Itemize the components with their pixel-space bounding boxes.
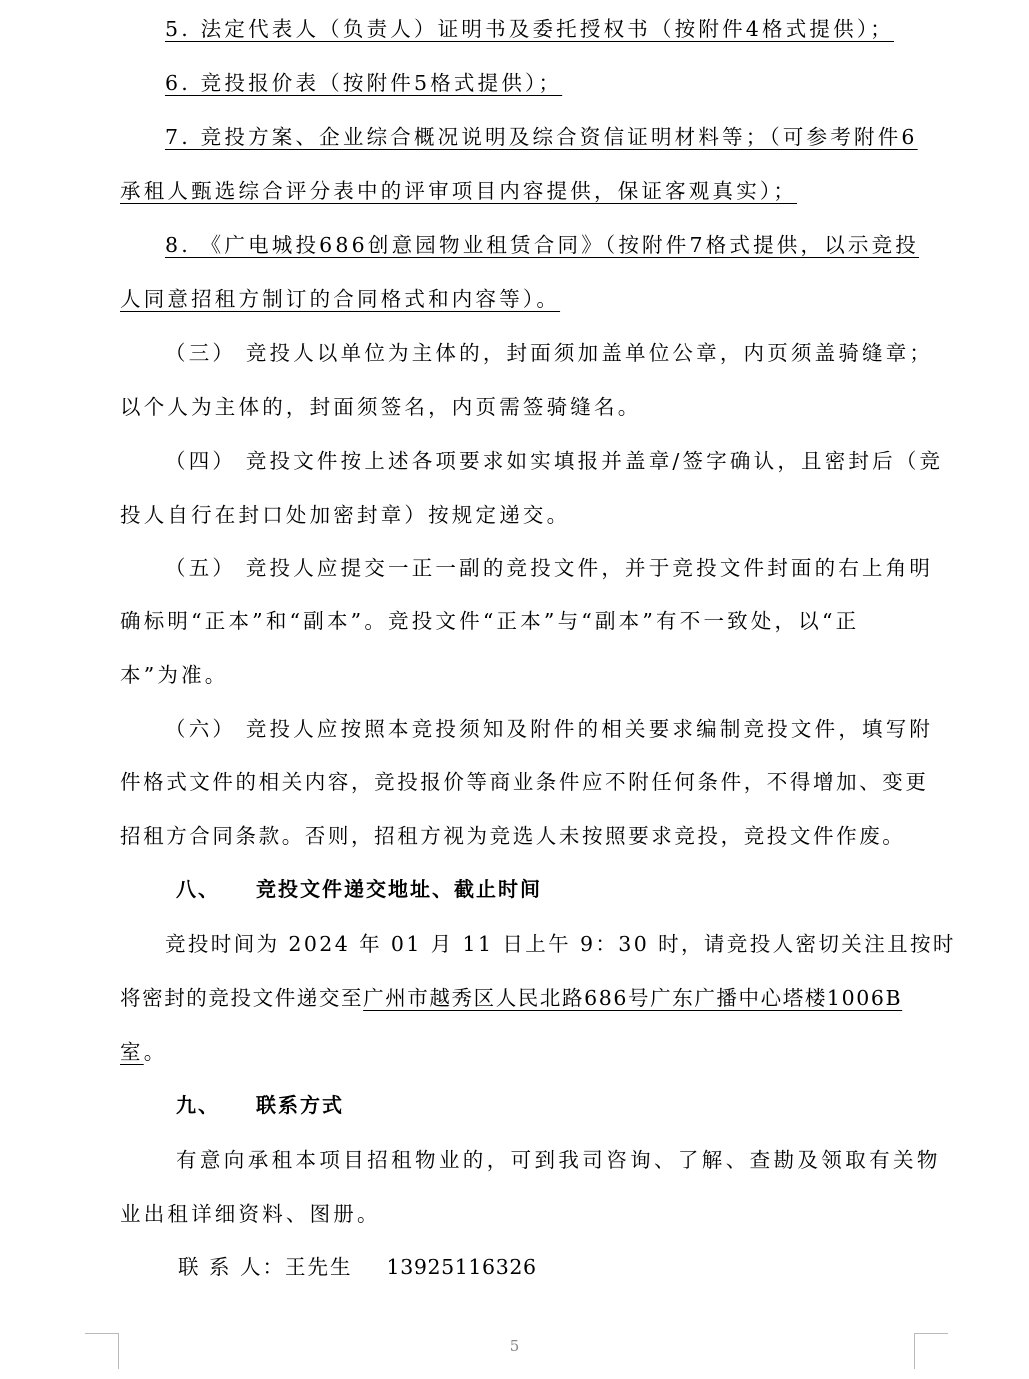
list-item-7-line2: 承租人甄选综合评分表中的评审项目内容提供，保证客观真实）； <box>120 179 798 203</box>
section-8-heading <box>176 874 542 904</box>
list-item-7-line1: 7. 竞投方案、企业综合概况说明及综合资信证明材料等；（可参考附件6 <box>165 125 918 149</box>
list-item-8-line2: 人同意招租方制订的合同格式和内容等）。 <box>120 287 561 311</box>
delivery-address: 广州市越秀区人民北路686号广东广播中心塔楼1006B <box>363 986 903 1010</box>
section-8-line2 <box>120 983 902 1013</box>
list-item-8-line1: 8. 《广电城投686创意园物业租赁合同》（按附件7格式提供，以示竞投 <box>165 233 919 257</box>
paragraph-5-line1: （五） 竞投人应提交一正一副的竞投文件，并于竞投文件封面的右上角明 <box>165 556 934 580</box>
section-8-title: 竞投文件递交地址、截止时间 <box>256 877 542 901</box>
paragraph-3-line2: 以个人为主体的，封面须签名，内页需签骑缝名。 <box>120 395 642 419</box>
paragraph-5-line2: 确标明“正本”和“副本”。竞投文件“正本”与“副本”有不一致处，以“正 <box>120 609 860 633</box>
crop-mark-right-horizontal <box>914 1333 948 1334</box>
contact-phone: 13925116326 <box>386 1255 537 1279</box>
paragraph-6-line1: （六） 竞投人应按照本竞投须知及附件的相关要求编制竞投文件，填写附 <box>165 717 934 741</box>
delivery-address-room: 室 <box>120 1040 144 1064</box>
paragraph-5-line3: 本”为准。 <box>120 663 229 687</box>
crop-mark-left-horizontal <box>85 1333 119 1334</box>
section-9-title: 联系方式 <box>256 1093 344 1117</box>
section-9-line1: 有意向承租本项目招租物业的，可到我司咨询、了解、查勘及领取有关物 <box>176 1148 941 1172</box>
section-8-number: 八、 <box>176 877 220 901</box>
list-item-5: 5. 法定代表人（负责人）证明书及委托授权书（按附件4格式提供）； <box>165 17 894 41</box>
section-9-number: 九、 <box>176 1093 220 1117</box>
section-9-line2: 业出租详细资料、图册。 <box>120 1202 381 1226</box>
section-9-heading <box>176 1090 344 1120</box>
section-8-line2-text: 将密封的竞投文件递交至 <box>120 986 364 1010</box>
paragraph-4-line2: 投人自行在封口处加密封章）按规定递交。 <box>120 503 571 527</box>
paragraph-6-line3: 招租方合同条款。否则，招租方视为竞选人未按照要求竞投，竞投文件作废。 <box>120 824 906 848</box>
page-number: 5 <box>509 1337 520 1355</box>
section-8-line3-end: 。 <box>143 1040 168 1064</box>
paragraph-4-line1: （四） 竞投文件按上述各项要求如实填报并盖章/签字确认，且密封后（竞 <box>165 449 944 473</box>
list-item-6: 6. 竞投报价表（按附件5格式提供）； <box>165 71 563 95</box>
paragraph-3-line1: （三） 竞投人以单位为主体的，封面须加盖单位公章，内页须盖骑缝章； <box>165 341 934 365</box>
paragraph-6-line2: 件格式文件的相关内容，竞投报价等商业条件应不附任何条件，不得增加、变更 <box>120 770 929 794</box>
section-8-line1: 竞投时间为 2024 年 01 月 11 日上午 9：30 时，请竞投人密切关注且按时 <box>165 932 956 956</box>
contact-person: 联 系 人：王先生 <box>178 1255 353 1279</box>
contact-line <box>178 1252 537 1282</box>
section-8-line3 <box>120 1037 167 1067</box>
